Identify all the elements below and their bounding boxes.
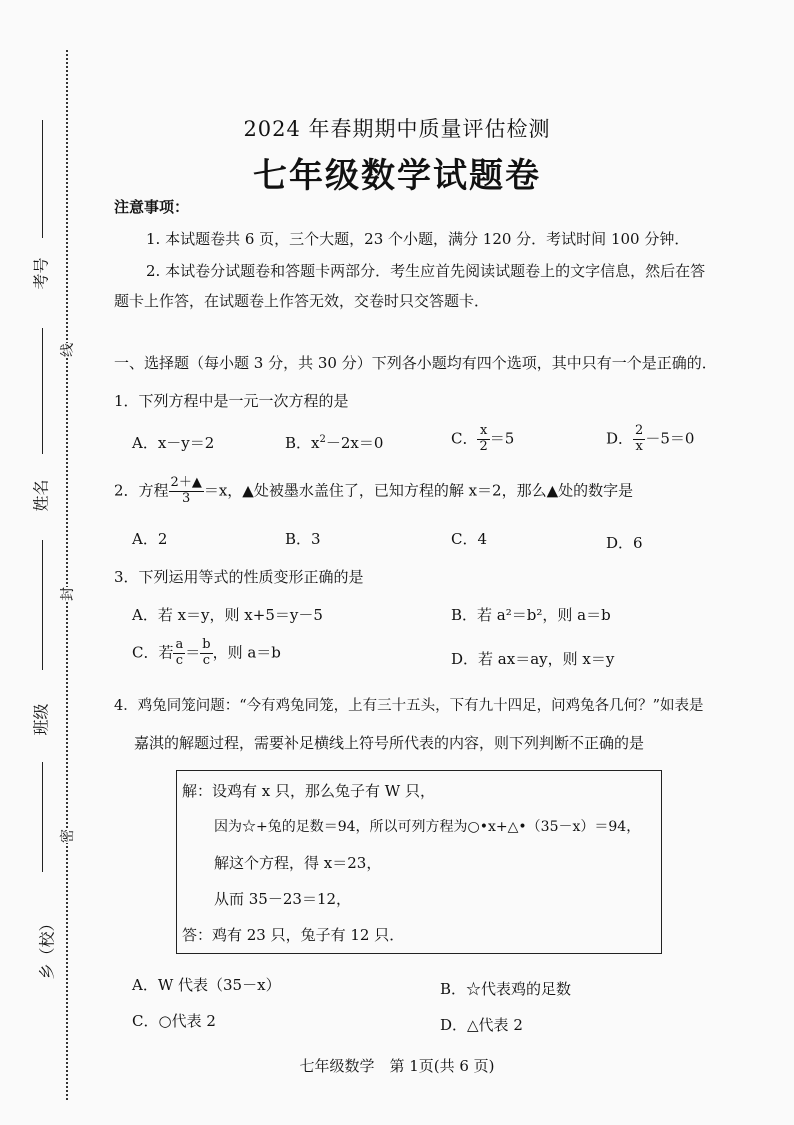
solution-line-4: 从而 35－23＝12，: [214, 890, 352, 908]
q4-option-d: D．△代表 2: [440, 1016, 523, 1034]
q3-option-b: B．若 a²＝b²，则 a＝b: [451, 606, 611, 624]
name-label: 姓名: [31, 479, 51, 512]
q1-option-b: B．$x^2-2x=0$: [285, 434, 384, 452]
q3-option-a: A．若 x＝y，则 x+5＝y－5: [132, 606, 323, 624]
q1-stem: 1．下列方程中是一元一次方程的是: [114, 392, 349, 410]
solution-line-2: 因为☆+兔的足数＝94，所以可列方程为○•x+△•（35－x）＝94，: [214, 819, 641, 835]
q4-stem-line2: 嘉淇的解题过程，需要补足横线上符号所代表的内容，则下列判断不正确的是: [134, 734, 645, 752]
seal-text-line: 线: [57, 343, 77, 357]
school-line: [42, 762, 43, 872]
exam-title: 2024 年春期期中质量评估检测: [243, 117, 551, 141]
q4-option-b: B．☆代表鸡的足数: [440, 980, 572, 998]
class-line: [42, 540, 43, 670]
q2-option-b: B．3: [285, 530, 321, 548]
seal-text-mi: 密: [57, 829, 77, 843]
q3-stem: 3．下列运用等式的性质变形正确的是: [114, 568, 364, 586]
q1-option-d: D． $\frac{2}{x}$ －5＝0: [606, 423, 695, 454]
q2-option-a: A．2: [132, 530, 168, 548]
seal-text-seal: 封: [57, 587, 77, 601]
q4-stem-line1: 4．鸡兔同笼问题：“今有鸡兔同笼，上有三十五头，下有九十四足，问鸡兔各几何？”如表是: [114, 698, 704, 714]
q4-option-c: C．○代表 2: [132, 1012, 216, 1030]
q1-option-c: C． $\frac{x}{2}$ ＝5: [451, 423, 515, 454]
binding-dotted-line: [66, 50, 68, 1100]
exam-no-label: 考号: [31, 257, 51, 290]
school-label: 乡（校）: [37, 915, 57, 980]
notice-item-2b: 题卡上作答，在试题卷上作答无效，交卷时只交答题卡．: [114, 292, 490, 310]
paper-title: 七年级数学试题卷: [253, 156, 541, 196]
notice-item-2a: 2. 本试卷分试题卷和答题卡两部分．考生应首先阅读试题卷上的文字信息，然后在答: [146, 262, 706, 280]
notice-item-1: 1. 本试题卷共 6 页，三个大题，23 个小题，满分 120 分．考试时间 100 分钟．: [146, 230, 690, 248]
q4-option-a: A．W 代表（35－x）: [132, 976, 281, 994]
class-label: 班级: [31, 703, 51, 736]
notice-heading: 注意事项：: [114, 198, 190, 216]
page-footer: 七年级数学 第 1页(共 6 页): [299, 1057, 495, 1075]
q2-option-d: D．6: [606, 534, 643, 552]
q3-option-c: C．若 $\frac{a}{c}$ ＝ $\frac{b}{c}$ ，则 a＝b: [132, 637, 281, 668]
q1-option-a: A．x－y＝2: [132, 434, 215, 452]
q2-option-c: C．4: [451, 530, 488, 548]
q2-stem: 2．方程 $\frac{2+▲}{3}$ ＝x，▲处被墨水盖住了，已知方程的解 x＝2，那么▲处的数字是: [114, 475, 634, 506]
section-heading: 一、选择题（每小题 3 分，共 30 分）下列各小题均有四个选项，其中只有一个是正确的．: [114, 354, 717, 372]
name-line: [42, 328, 43, 454]
solution-line-3: 解这个方程，得 x＝23，: [214, 854, 382, 872]
q3-option-d: D．若 ax＝ay，则 x＝y: [451, 650, 615, 668]
solution-line-5: 答：鸡有 23 只，兔子有 12 只．: [182, 926, 405, 944]
solution-line-1: 解：设鸡有 x 只，那么兔子有 W 只，: [182, 782, 435, 800]
